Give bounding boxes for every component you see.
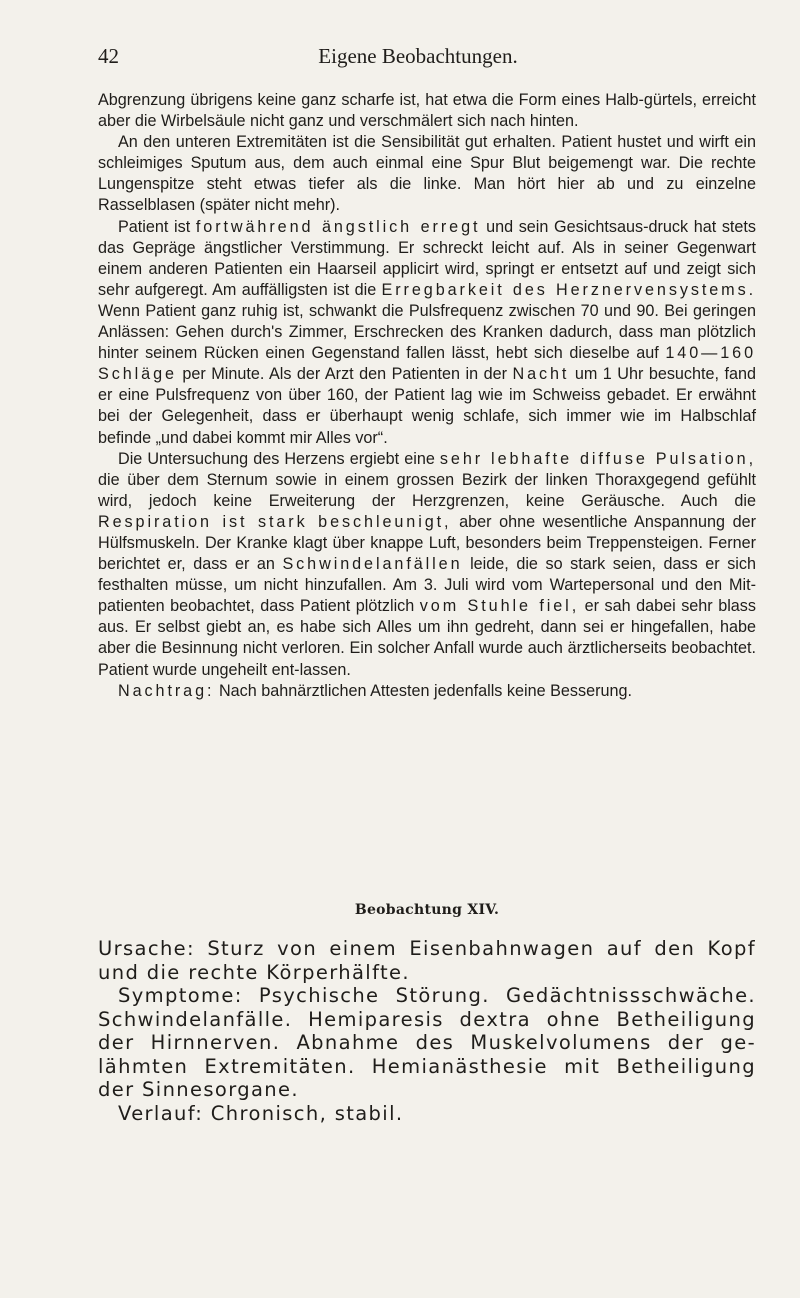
page-number: 42 bbox=[98, 44, 119, 68]
emphasis-text: fortwährend ängstlich erregt bbox=[195, 217, 481, 236]
observation-course: Verlauf: Chronisch, stabil. bbox=[118, 1101, 404, 1125]
running-title: Eigene Beobachtungen. bbox=[318, 44, 518, 68]
emphasis-text: 140—160 Schläge bbox=[98, 344, 757, 384]
observation-summary bbox=[98, 937, 756, 1125]
page-header bbox=[98, 44, 738, 74]
paragraph-excitability: Patient ist fortwährend ängstlich erregt und sein Gesichtsaus-druck hat stets das Gepräge ängstlicher Verstimmung. Er schreckt leicht auf. Als in seiner Gegenwart einem anderen Patienten ein Haarseil applicirt wird, springt er entsetzt auf und zeigt sich sehr aufgeregt. Am auffälligsten ist die Erregbarkeit des Herznervensystems. Wenn Patient ganz ruhig ist, schwankt die Pulsfrequenz zwischen 70 und 90. Bei geringen Anlässen: Gehen durch's Zimmer, Erschrecken des Kranken dadurch, dass man plötzlich hinter seinem Rücken einen Gegenstand fallen lässt, hebt sich dieselbe auf 140—160 Schläge per Minute. Als der Arzt den Patienten in der Nacht um 1 Uhr besuchte, fand er eine Pulsfrequenz von über 160, der Patient lag wie im Schweiss gebadet. Er erwähnt bei der Gelegenheit, dass er überhaupt wenig schlafe, sich immer wie im Halbschlaf befinde „und dabei kommt mir Alles vor“. bbox=[98, 217, 757, 447]
observation-heading: Beobachtung XIV. bbox=[354, 902, 500, 918]
paragraph-sensibility: Abgrenzung übrigens keine ganz scharfe ist, hat etwa die Form eines Halb-gürtels, erreicht aber die Wirbelsäule nicht ganz und verschmälert sich nach hinten. bbox=[98, 91, 756, 131]
emphasis-text: Nachtrag: bbox=[118, 681, 215, 700]
emphasis-text: vom Stuhle fiel, bbox=[419, 597, 580, 616]
observation-cause: Ursache: Sturz von einem Eisenbahnwagen auf den Kopf und die rechte Körperhälfte. bbox=[98, 937, 756, 984]
emphasis-text: sehr lebhafte diffuse Pulsation, bbox=[439, 449, 756, 468]
observation-symptoms: Symptome: Psychische Störung. Gedächtnissschwäche. Schwindelanfälle. Hemiparesis dextra ohne Betheiligung der Hirnnerven. Abnahme des Muskelvolumens der ge-lähmten Extremitäten. Hemianästhesie mit Betheiligung der Sinnesorgane. bbox=[98, 984, 756, 1101]
paragraph-extremities: An den unteren Extremitäten ist die Sensibilität gut erhalten. Patient hustet und wirft ein schleimiges Sputum aus, dem auch einmal eine Spur Blut beigemengt war. Die rechte Lungenspitze steht etwas tiefer als die linke. Man hört hier ab und zu einzelne Rasselblasen (später nicht mehr). bbox=[98, 133, 756, 215]
case-report-text bbox=[98, 90, 756, 702]
emphasis-text: Schwindelanfällen bbox=[282, 555, 463, 574]
paragraph-heart-examination: Die Untersuchung des Herzens ergiebt eine sehr lebhafte diffuse Pulsation, die über dem Sternum sowie in einem grossen Bezirk der linken Thoraxgegend gefühlt wird, jedoch keine Erweiterung der Herzgrenzen, keine Geräusche. Auch die Respiration ist stark beschleunigt, aber ohne wesentliche Anspannung der Hülfsmuskeln. Der Kranke klagt über knappe Luft, besonders beim Treppensteigen. Ferner berichtet er, dass er an Schwindelanfällen leide, die so stark seien, dass er sich festhalten müsse, um nicht hinzufallen. Am 3. Juli wird vom Wartepersonal und den Mit-patienten beobachtet, dass Patient plötzlich vom Stuhle fiel, er sah dabei sehr blass aus. Er selbst giebt an, es habe sich Alles um ihn gedreht, dann sei er hingefallen, habe aber die Besinnung nicht verloren. Ein solcher Anfall wurde auch ärztlicherseits beobachtet. Patient wurde ungeheilt ent-lassen. bbox=[98, 449, 756, 679]
paragraph-addendum: Nachtrag: Nach bahnärztlichen Attesten jedenfalls keine Besserung. bbox=[118, 681, 632, 700]
emphasis-text: Nacht bbox=[512, 365, 570, 384]
emphasis-text: Erregbarkeit des Herznervensystems. bbox=[381, 280, 757, 299]
emphasis-text: Respiration ist stark beschleunigt, bbox=[98, 512, 452, 531]
